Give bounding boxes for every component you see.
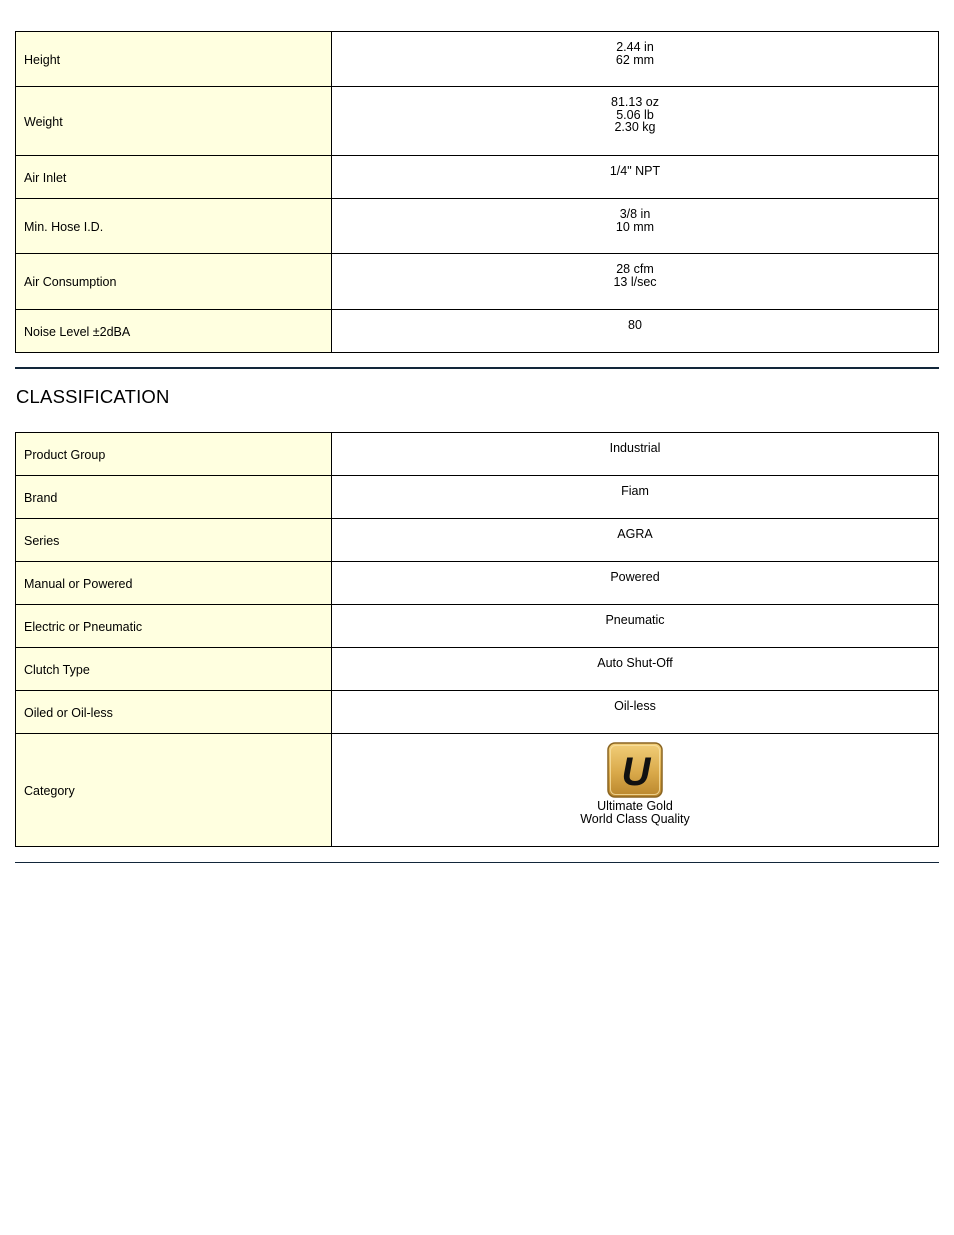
row-label: Product Group xyxy=(16,433,332,476)
badge-letter: U xyxy=(621,750,651,794)
row-label: Category xyxy=(16,734,332,847)
value-line: Oil-less xyxy=(614,699,656,713)
row-label: Weight xyxy=(16,87,332,156)
value-line: 2.30 kg xyxy=(614,120,656,134)
table-row xyxy=(16,476,939,519)
section-divider xyxy=(15,862,939,863)
row-label: Clutch Type xyxy=(16,648,332,691)
row-label: Noise Level ±2dBA xyxy=(16,310,332,353)
row-value xyxy=(332,199,939,254)
value-line: 13 l/sec xyxy=(613,274,657,289)
value-line: 10 mm xyxy=(615,219,655,234)
row-label: Air Inlet xyxy=(16,156,332,199)
value-line: 80 xyxy=(628,318,642,332)
value-line: Pneumatic xyxy=(605,613,665,627)
table-row xyxy=(16,199,939,254)
row-label: Brand xyxy=(16,476,332,519)
ultimate-gold-u-badge-icon xyxy=(607,742,663,798)
row-value xyxy=(332,87,939,156)
row-label: Manual or Powered xyxy=(16,562,332,605)
category-value xyxy=(332,734,939,847)
row-label: Height xyxy=(16,32,332,87)
value-line: 3/8 in xyxy=(619,207,651,221)
value-line: AGRA xyxy=(617,527,653,541)
row-label: Min. Hose I.D. xyxy=(16,199,332,254)
row-label: Oiled or Oil-less xyxy=(16,691,332,734)
row-label: Air Consumption xyxy=(16,254,332,310)
table-row xyxy=(16,734,939,847)
table-row xyxy=(16,605,939,648)
row-label: Electric or Pneumatic xyxy=(16,605,332,648)
value-line: 62 mm xyxy=(615,52,655,67)
row-value xyxy=(332,519,939,562)
section-divider xyxy=(15,367,939,369)
table-row xyxy=(16,254,939,310)
table-row xyxy=(16,310,939,353)
value-line: Auto Shut-Off xyxy=(597,656,673,670)
category-caption-line: World Class Quality xyxy=(580,812,690,826)
category-caption-line: Ultimate Gold xyxy=(597,799,673,813)
table-row xyxy=(16,156,939,199)
table-row xyxy=(16,691,939,734)
row-value xyxy=(332,476,939,519)
row-value xyxy=(332,310,939,353)
row-label: Series xyxy=(16,519,332,562)
value-line: Industrial xyxy=(609,441,661,455)
table-row xyxy=(16,433,939,476)
value-line: 1/4" NPT xyxy=(609,164,661,178)
table-row xyxy=(16,648,939,691)
section-heading: CLASSIFICATION xyxy=(16,386,170,407)
row-value xyxy=(332,562,939,605)
value-line: 81.13 oz xyxy=(611,95,659,109)
table-row xyxy=(16,87,939,156)
value-line: 28 cfm xyxy=(616,262,654,276)
table-row xyxy=(16,562,939,605)
row-value xyxy=(332,433,939,476)
classification-table xyxy=(15,432,939,847)
row-value xyxy=(332,156,939,199)
row-value xyxy=(332,691,939,734)
row-value xyxy=(332,605,939,648)
row-value xyxy=(332,648,939,691)
table-row xyxy=(16,519,939,562)
value-line: Fiam xyxy=(621,484,649,498)
dimensions-table xyxy=(15,31,939,353)
value-line: 2.44 in xyxy=(616,40,654,54)
row-value xyxy=(332,254,939,310)
value-line: Powered xyxy=(610,570,660,584)
table-row xyxy=(16,32,939,87)
value-line: 5.06 lb xyxy=(616,107,654,122)
row-value xyxy=(332,32,939,87)
